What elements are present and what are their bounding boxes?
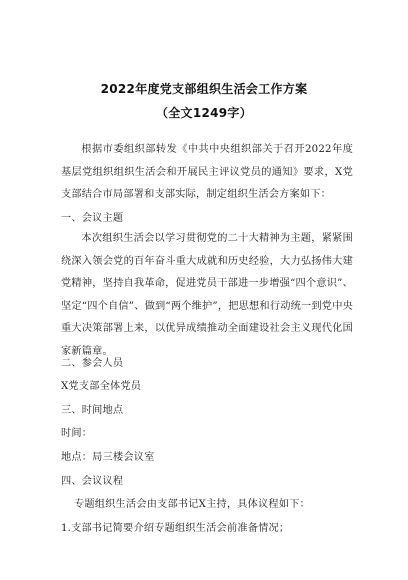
intro-paragraph: 根据市委组织部转发《中共中央组织部关于召开2022年度基层党组织组织生活会和开展民主评议党员的通知》要求，X党支部结合市局部署和支部实际，制定组织生活会方案如下： bbox=[61, 144, 353, 200]
time-label: 时间： bbox=[61, 428, 93, 439]
section2-body: X党支部全体党员 bbox=[61, 381, 142, 392]
section3-heading: 三、时间地点 bbox=[61, 405, 124, 416]
section4-body: 专题组织生活会由支部书记X主持，具体议程如下： bbox=[74, 499, 310, 510]
agenda-item-1: 1.支部书记简要介绍专题组织生活会前准备情况； bbox=[61, 523, 290, 534]
section2-heading: 二、参会人员 bbox=[61, 358, 124, 369]
document-title: 2022年度党支部组织生活会工作方案 bbox=[100, 82, 308, 96]
place-label: 地点：局三楼会议室 bbox=[61, 452, 155, 463]
section1-heading: 一、会议主题 bbox=[61, 213, 124, 224]
document-subtitle: （全文1249字） bbox=[155, 106, 253, 120]
section1-body: 本次组织生活会以学习贯彻党的二十大精神为主题，紧紧围绕深入领会党的百年奋斗重大成就和历史经验，大力弘扬伟大建党精神，坚持自我革命，促进党员干部进一步增强“四个意识”、坚定“四个自信”、做到“两个维护”，把思想和行动统一到党中央重大决策部署上来，以优异成绩推动全面建设社会主义现代化国家新篇章。 bbox=[61, 233, 353, 357]
section4-heading: 四、会议议程 bbox=[61, 476, 124, 487]
